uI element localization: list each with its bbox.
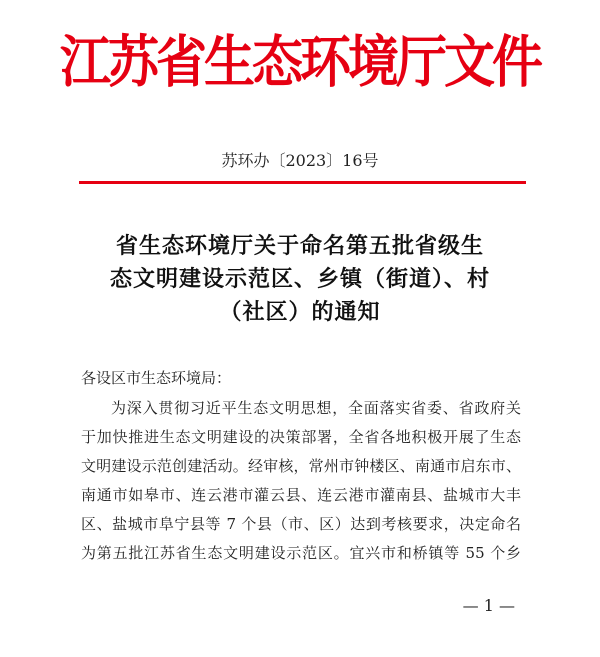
notice-title <box>70 230 530 329</box>
body-line: 于加快推进生态文明建设的决策部署，全省各地积极开展了生态 <box>81 428 521 446</box>
salutation: 各设区市生态环境局： <box>81 369 232 387</box>
body-paragraph <box>81 394 521 568</box>
notice-title-line: 省生态环境厅关于命名第五批省级生 <box>115 234 484 259</box>
notice-title-line: 态文明建设示范区、乡镇（街道）、村 <box>109 267 490 292</box>
body-line: 文明建设示范创建活动。经审核，常州市钟楼区、南通市启东市、 <box>81 457 521 475</box>
body-line: 为深入贯彻习近平生态文明思想，全面落实省委、省政府关 <box>111 399 521 417</box>
document-number: 苏环办〔2023〕16号 <box>221 151 379 170</box>
body-line: 为第五批江苏省生态文明建设示范区。宜兴市和桥镇等 55 个乡 <box>81 544 521 562</box>
body-line: 南通市如皋市、连云港市灌云县、连云港市灌南县、盐城市大丰 <box>81 486 521 504</box>
notice-title-line: （社区）的通知 <box>219 300 381 325</box>
issuer-header: 江苏省生态环境厅文件 <box>59 30 540 96</box>
body-line: 区、盐城市阜宁县等 7 个县（市、区）达到考核要求，决定命名 <box>81 515 521 533</box>
red-divider-line <box>79 181 526 184</box>
page-number: — 1 — <box>462 596 515 615</box>
